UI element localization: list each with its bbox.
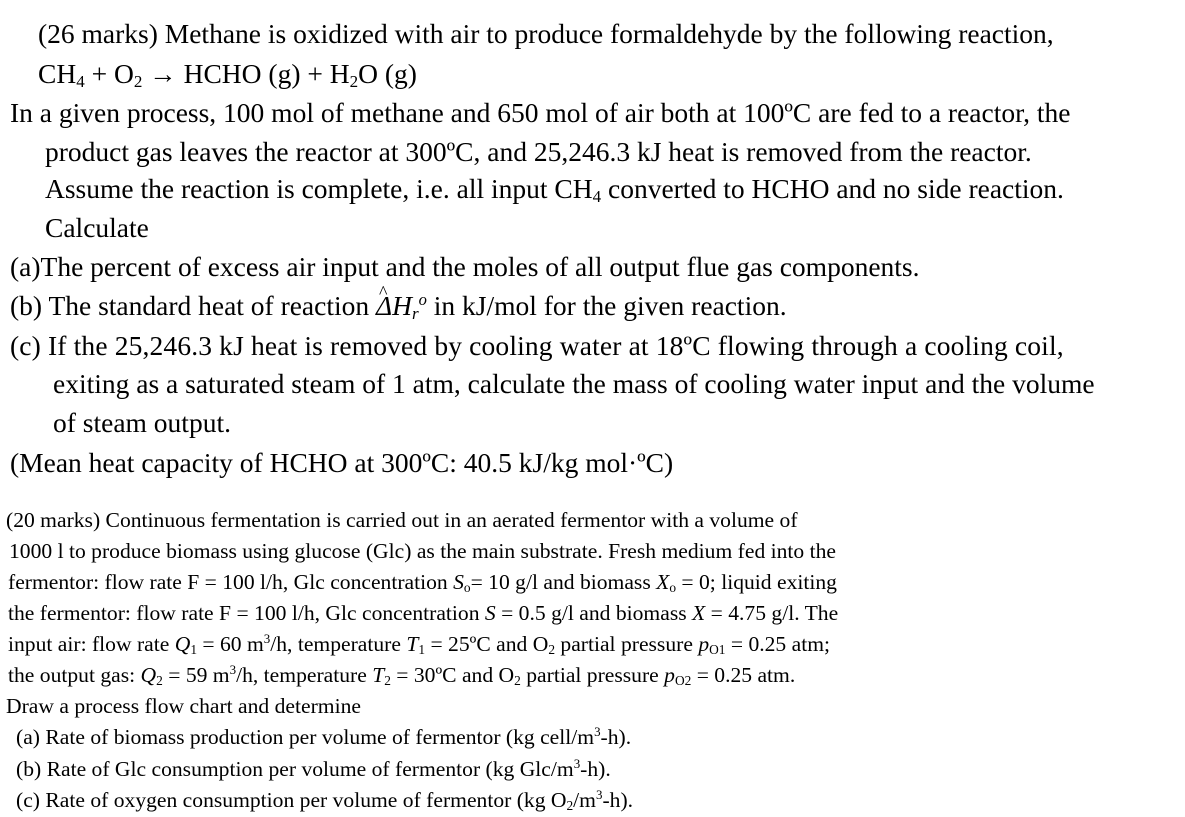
problem2-title-line: (20 marks) Continuous fermentation is carried out in an aerated fermentor with a volume of bbox=[6, 508, 798, 532]
problem2-line: Draw a process flow chart and determine bbox=[6, 694, 361, 718]
problem1-title-line: (26 marks) Methane is oxidized with air to produce formaldehyde by the following reaction, bbox=[38, 18, 1054, 49]
problem2-line: the fermentor: flow rate F = 100 l/h, Glc concentration S = 0.5 g/l and biomass X = 4.75 g/l. The bbox=[8, 601, 839, 625]
problem1-line: Calculate bbox=[45, 212, 149, 243]
problem2-part-a: (a) Rate of biomass production per volume of fermentor (kg cell/$m^3-h$). bbox=[16, 724, 632, 749]
problem2-part-c: (c) Rate of oxygen consumption per volume of fermentor (kg $O_2/m^3-h$). bbox=[16, 787, 634, 813]
problem1-line: exiting as a saturated steam of 1 atm, calculate the mass of cooling water input and the volume bbox=[53, 368, 1095, 399]
problem1-part-b: (b) The standard heat of reaction ^ $\Delta H_r^o$ in kJ/mol for the given reaction. bbox=[10, 289, 787, 323]
problem1-part-c: (c) If the 25,246.3 kJ heat is removed by cooling water at 18ºC flowing through a cooling coil, bbox=[10, 330, 1064, 361]
reaction-equation: $CH_4 + O_2$ → HCHO $(g) + H_2O$ (g) bbox=[38, 58, 417, 91]
problem2-line: input air: flow rate $Q_1 = 60$ $m^3/h$, temperature $T_1$ = 25ºC and $O_2$ partial pressure $p_{O1} = 0.25$ atm; bbox=[8, 631, 831, 657]
problem1-assume-line: Assume the reaction is complete, i.e. all input $CH_4$ converted to HCHO and no side reaction. bbox=[45, 173, 1064, 206]
problem1-line: of steam output. bbox=[53, 407, 231, 438]
problem2-part-b: (b) Rate of Glc consumption per volume of fermentor (kg Glc/$m^3-h$). bbox=[16, 756, 611, 781]
problem1-line: In a given process, 100 mol of methane and 650 mol of air both at 100ºC are fed to a reactor, the bbox=[10, 97, 1071, 128]
problem1-line: product gas leaves the reactor at 300ºC, and 25,246.3 kJ heat is removed from the reactor. bbox=[45, 136, 1032, 167]
problem1-part-a: (a)The percent of excess air input and the moles of all output flue gas components. bbox=[10, 251, 920, 282]
problem2-line: 1000 l to produce biomass using glucose (Glc) as the main substrate. Fresh medium fed into the bbox=[9, 539, 837, 563]
problem2-line: the output gas: $Q_2 = 59$ $m^3/h$, temperature $T_2$ = 30ºC and $O_2$ partial pressure $p_{O2} = 0.25$ atm. bbox=[8, 662, 796, 688]
problem2-line: fermentor: flow rate F = 100 l/h, Glc concentration $S_o= 10$ g/l and biomass $X_o = 0$; liquid exiting bbox=[8, 570, 837, 595]
heat-capacity-note: (Mean heat capacity of HCHO at 300ºC: 40.5 kJ/kg mol·ºC) bbox=[10, 447, 674, 478]
